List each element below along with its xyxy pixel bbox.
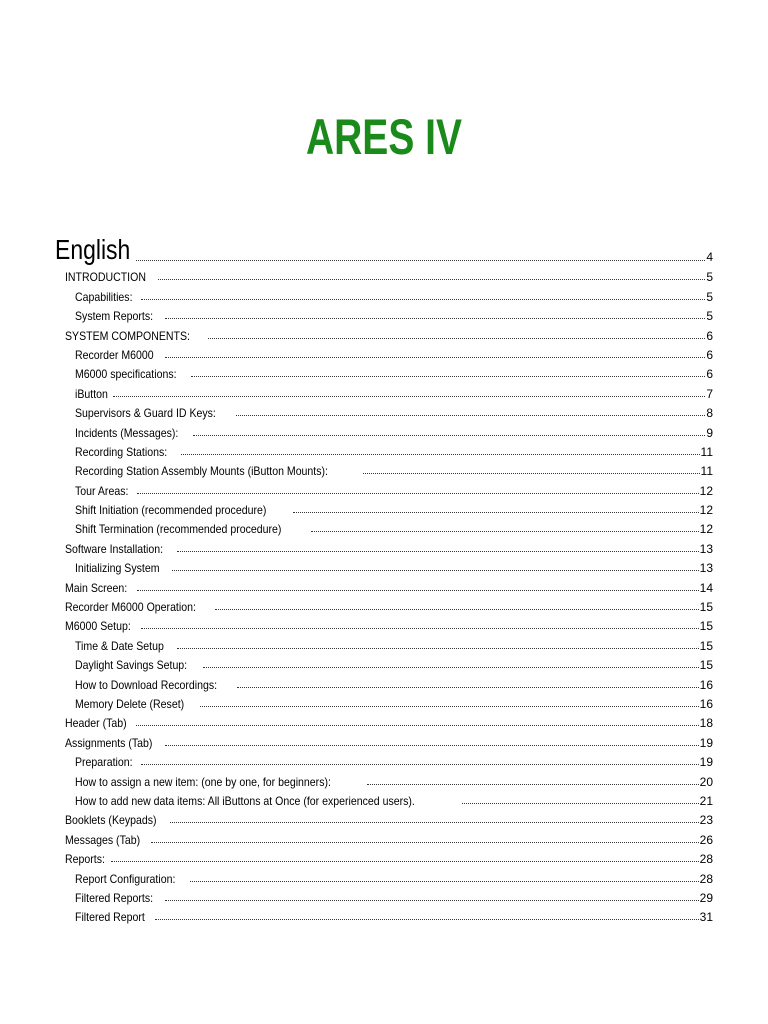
toc-entry-label: Capabilities: [75, 289, 133, 304]
toc-entry-page: 19 [699, 755, 713, 770]
dot-leader [190, 881, 699, 882]
toc-entry-page: 28 [699, 852, 713, 867]
dot-leader [170, 822, 699, 823]
dot-leader [155, 919, 698, 920]
toc-entry-label: SYSTEM COMPONENTS: [65, 328, 190, 343]
toc-entry-label: Recorder M6000 Operation: [65, 600, 196, 615]
toc-entry-page: 12 [699, 522, 713, 537]
toc-entry-page: 5 [706, 289, 713, 304]
toc-entry[interactable] [55, 535, 713, 554]
toc-entry-label: Booklets (Keypads) [65, 813, 157, 828]
toc-entry[interactable] [55, 555, 713, 574]
toc-entry-page: 12 [699, 483, 713, 498]
toc-entry[interactable] [55, 846, 713, 865]
toc-entry-page: 13 [699, 541, 713, 556]
toc-entry-page: 15 [699, 600, 713, 615]
toc-entry-label: Tour Areas: [75, 483, 129, 498]
toc-entry-label: Reports: [65, 852, 105, 867]
toc-entry-label: Header (Tab) [65, 716, 127, 731]
dot-leader [165, 318, 706, 319]
dot-leader [177, 551, 698, 552]
toc-entry-page: 12 [699, 503, 713, 518]
toc-entry-label: Memory Delete (Reset) [75, 696, 185, 711]
toc-entry-label: Filtered Report [75, 910, 145, 925]
toc-entry-page: 6 [706, 367, 713, 382]
toc-entry-label: Messages (Tab) [65, 832, 141, 847]
toc-entry[interactable] [55, 419, 713, 438]
dot-leader [293, 512, 698, 513]
dot-leader [311, 531, 699, 532]
toc-entry[interactable] [55, 342, 713, 361]
toc-entry-label: System Reports: [75, 309, 154, 324]
dot-leader [141, 628, 699, 629]
dot-leader [172, 570, 699, 571]
toc-entry-label: Incidents (Messages): [75, 425, 179, 440]
toc-entry[interactable] [55, 283, 713, 302]
toc-entry-label: Shift Initiation (recommended procedure) [75, 503, 267, 518]
toc-entry-label: INTRODUCTION [65, 270, 146, 285]
toc-entry-page: 16 [699, 696, 713, 711]
toc-entry-page: 11 [700, 444, 713, 459]
toc-entry-page: 11 [700, 464, 713, 479]
toc-entry[interactable] [55, 691, 713, 710]
toc-entry[interactable] [55, 380, 713, 399]
toc-entry[interactable] [55, 497, 713, 516]
dot-leader [158, 279, 705, 280]
toc-entry-label: M6000 specifications: [75, 367, 177, 382]
toc-entry-page: 8 [706, 406, 713, 421]
toc-entry[interactable] [55, 749, 713, 768]
toc-entry[interactable] [55, 439, 713, 458]
toc-entry-label: English [55, 234, 131, 265]
toc-entry[interactable] [55, 826, 713, 845]
toc-entry-label: Recording Station Assembly Mounts (iButton Mounts): [75, 464, 328, 479]
document-title: ARES IV [305, 109, 463, 165]
toc-entry[interactable] [55, 904, 713, 923]
toc-entry-label: Time & Date Setup [75, 638, 164, 653]
dot-leader [191, 376, 705, 377]
toc-entry-label: Recorder M6000 [75, 347, 154, 362]
dot-leader [367, 784, 699, 785]
toc-entry[interactable] [55, 458, 713, 477]
dot-leader [141, 764, 698, 765]
dot-leader [136, 260, 705, 261]
toc-entry[interactable] [55, 594, 713, 613]
toc-entry[interactable] [55, 768, 713, 787]
dot-leader [113, 396, 705, 397]
dot-leader [165, 900, 699, 901]
table-of-contents [55, 232, 713, 923]
toc-entry[interactable] [55, 361, 713, 380]
toc-entry-page: 6 [706, 328, 713, 343]
dot-leader [165, 745, 698, 746]
dot-leader [165, 357, 705, 358]
toc-entry-label: Shift Termination (recommended procedure) [75, 522, 282, 537]
dot-leader [181, 454, 700, 455]
toc-entry-label: Preparation: [75, 755, 133, 770]
toc-entry-label: How to add new data items: All iButtons at Once (for experienced users). [75, 793, 415, 808]
toc-entry-page: 31 [699, 910, 713, 925]
dot-leader [136, 725, 699, 726]
toc-entry-page: 18 [699, 716, 713, 731]
dot-leader [215, 609, 699, 610]
toc-entry-page: 21 [699, 793, 713, 808]
toc-entry[interactable] [55, 516, 713, 535]
toc-entry-label: Assignments (Tab) [65, 735, 153, 750]
dot-leader [363, 473, 699, 474]
toc-entry[interactable] [55, 710, 713, 729]
toc-entry[interactable] [55, 632, 713, 651]
toc-entry-page: 15 [699, 658, 713, 673]
toc-entry[interactable] [55, 574, 713, 593]
toc-entry[interactable] [55, 729, 713, 748]
toc-entry-page: 4 [706, 250, 713, 264]
dot-leader [111, 861, 698, 862]
toc-entry[interactable] [55, 613, 713, 632]
toc-entry[interactable] [55, 807, 713, 826]
toc-entry[interactable] [55, 671, 713, 690]
toc-entry[interactable] [55, 865, 713, 884]
toc-entry-label: M6000 Setup: [65, 619, 131, 634]
dot-leader [177, 648, 699, 649]
dot-leader [208, 338, 705, 339]
toc-entry-page: 29 [699, 890, 713, 905]
dot-leader [137, 493, 699, 494]
toc-entry-page: 14 [699, 580, 713, 595]
toc-entry[interactable] [55, 264, 713, 283]
toc-entry-page: 6 [706, 347, 713, 362]
toc-entry-page: 13 [699, 561, 713, 576]
toc-entry[interactable] [55, 477, 713, 496]
toc-entry-page: 20 [699, 774, 713, 789]
toc-entry-label: Filtered Reports: [75, 890, 154, 905]
toc-entry-label: Initializing System [75, 561, 160, 576]
toc-entry[interactable] [55, 652, 713, 671]
toc-entry[interactable] [55, 400, 713, 419]
dot-leader [237, 687, 698, 688]
toc-entry-page: 5 [706, 309, 713, 324]
toc-entry-label: Report Configuration: [75, 871, 176, 886]
toc-entry-label: How to assign a new item: (one by one, for beginners): [75, 774, 331, 789]
toc-entry-label: How to Download Recordings: [75, 677, 218, 692]
dot-leader [203, 667, 698, 668]
dot-leader [137, 590, 699, 591]
toc-entry-page: 15 [699, 638, 713, 653]
toc-heading[interactable] [55, 232, 713, 264]
toc-entry-page: 23 [699, 813, 713, 828]
toc-entry-page: 9 [706, 425, 713, 440]
toc-entry-label: iButton [75, 386, 108, 401]
toc-entry-label: Supervisors & Guard ID Keys: [75, 406, 216, 421]
toc-entry[interactable] [55, 788, 713, 807]
toc-entry-page: 15 [699, 619, 713, 634]
toc-entry-page: 19 [699, 735, 713, 750]
toc-entry-label: Main Screen: [65, 580, 128, 595]
dot-leader [193, 435, 705, 436]
toc-entry-page: 16 [699, 677, 713, 692]
toc-entry-page: 7 [706, 386, 713, 401]
toc-entry-label: Software Installation: [65, 541, 164, 556]
toc-entry-page: 5 [706, 270, 713, 285]
dot-leader [141, 299, 705, 300]
dot-leader [236, 415, 705, 416]
toc-entry[interactable] [55, 322, 713, 341]
dot-leader [200, 706, 699, 707]
toc-entry[interactable] [55, 303, 713, 322]
toc-entry[interactable] [55, 885, 713, 904]
toc-entry-page: 28 [699, 871, 713, 886]
dot-leader [462, 803, 698, 804]
toc-entry-label: Recording Stations: [75, 444, 168, 459]
toc-entry-page: 26 [699, 832, 713, 847]
toc-entry-label: Daylight Savings Setup: [75, 658, 188, 673]
dot-leader [151, 842, 698, 843]
